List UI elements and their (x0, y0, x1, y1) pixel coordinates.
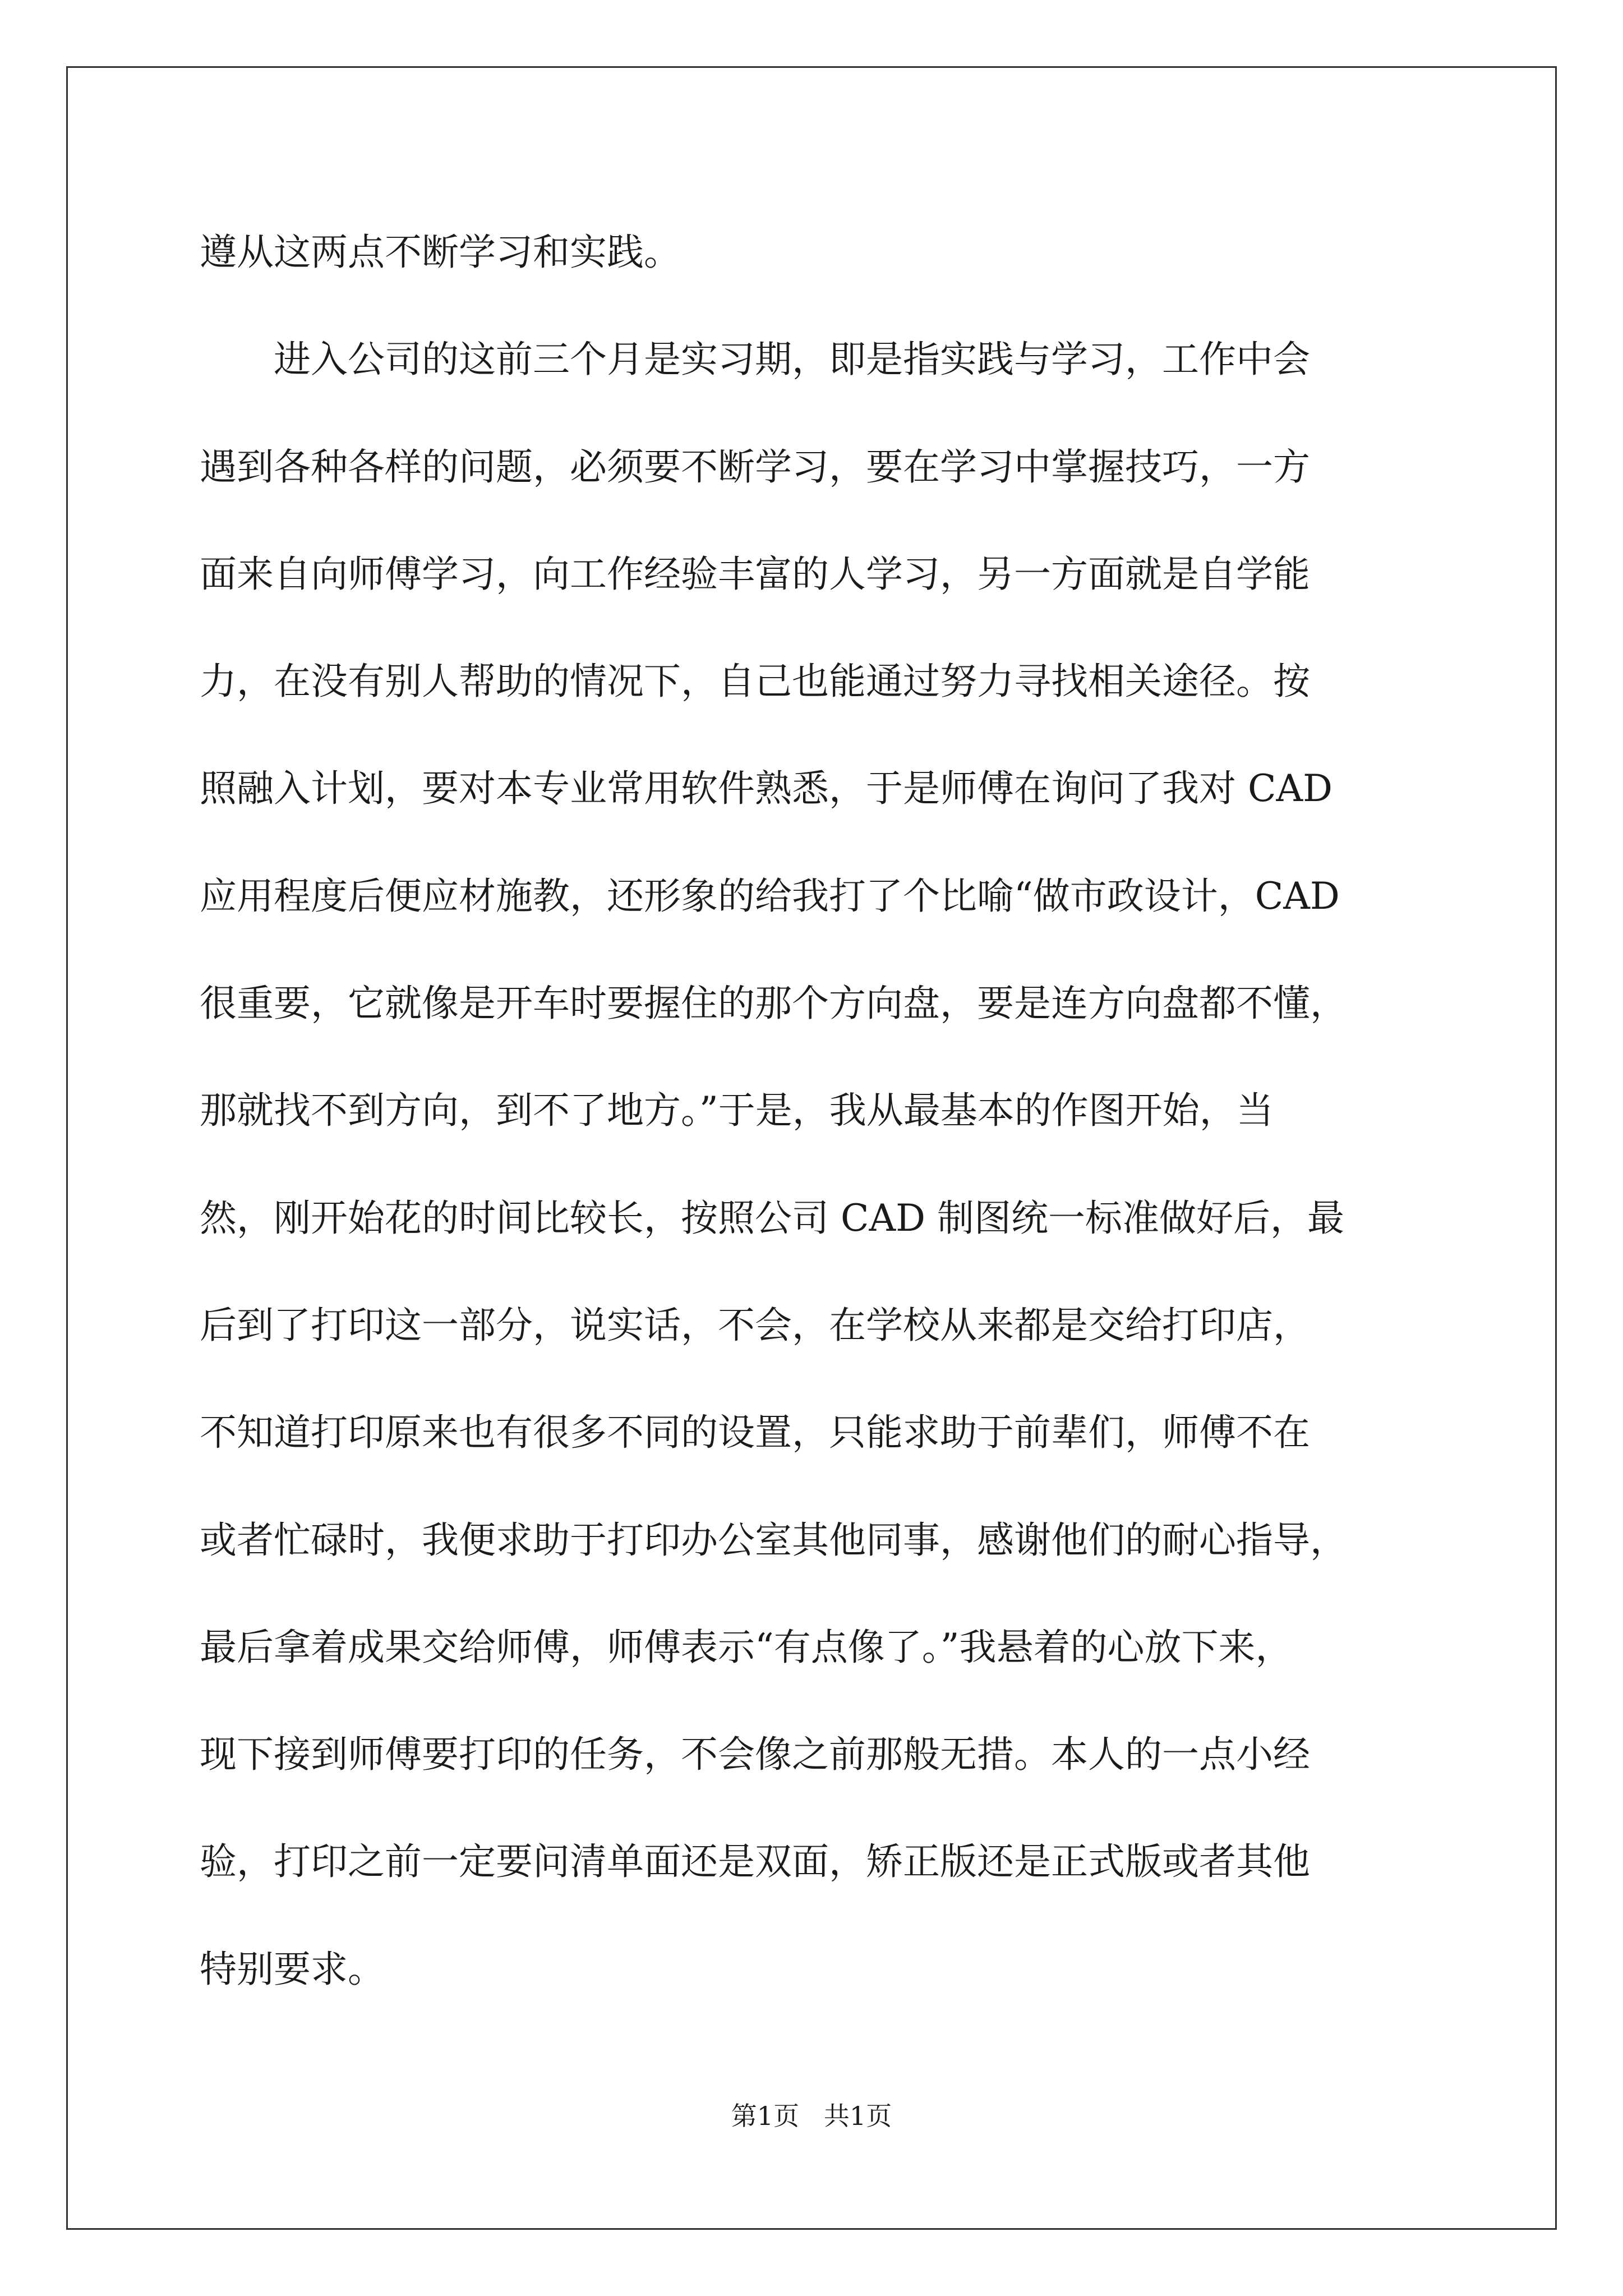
document-body (200, 199, 1467, 2023)
paragraph-line: 或者忙碌时，我便求助于打印办公室其他同事，感谢他们的耐心指导， (200, 1518, 1347, 1562)
paragraph-line: 特别要求。 (200, 1947, 385, 1991)
paragraph-line: 应用程度后便应材施教，还形象的给我打了个比喻“做市政设计，CAD (200, 874, 1340, 918)
paragraph-line: 那就找不到方向，到不了地方。”于是，我从最基本的作图开始，当 (200, 1089, 1274, 1133)
paragraph-line: 力，在没有别人帮助的情况下，自己也能通过努力寻找相关途径。按 (200, 660, 1310, 703)
paragraph-line: 遇到各种各样的问题，必须要不断学习，要在学习中掌握技巧，一方 (200, 445, 1310, 489)
paragraph-line: 最后拿着成果交给师傅，师傅表示“有点像了。”我悬着的心放下来， (200, 1625, 1293, 1669)
paragraph-line: 遵从这两点不断学习和实践。 (200, 231, 681, 274)
paragraph-line: 面来自向师傅学习，向工作经验丰富的人学习，另一方面就是自学能 (200, 552, 1310, 596)
paragraph-line: 进入公司的这前三个月是实习期，即是指实践与学习，工作中会 (274, 338, 1310, 381)
paragraph-line: 然，刚开始花的时间比较长，按照公司 CAD 制图统一标准做好后，最 (200, 1196, 1345, 1240)
paragraph-line: 不知道打印原来也有很多不同的设置，只能求助于前辈们，师傅不在 (200, 1411, 1310, 1455)
paragraph-line: 验，打印之前一定要问清单面还是双面，矫正版还是正式版或者其他 (200, 1840, 1310, 1884)
paragraph-line: 现下接到师傅要打印的任务，不会像之前那般无措。本人的一点小经 (200, 1733, 1310, 1777)
paragraph-line: 很重要，它就像是开车时要握住的那个方向盘，要是连方向盘都不懂， (200, 982, 1347, 1025)
paragraph-line: 照融入计划，要对本专业常用软件熟悉，于是师傅在询问了我对 CAD (200, 767, 1333, 811)
page-footer: 第1页 共1页 (731, 2101, 892, 2131)
paragraph-line: 后到了打印这一部分，说实话，不会，在学校从来都是交给打印店， (200, 1303, 1310, 1347)
